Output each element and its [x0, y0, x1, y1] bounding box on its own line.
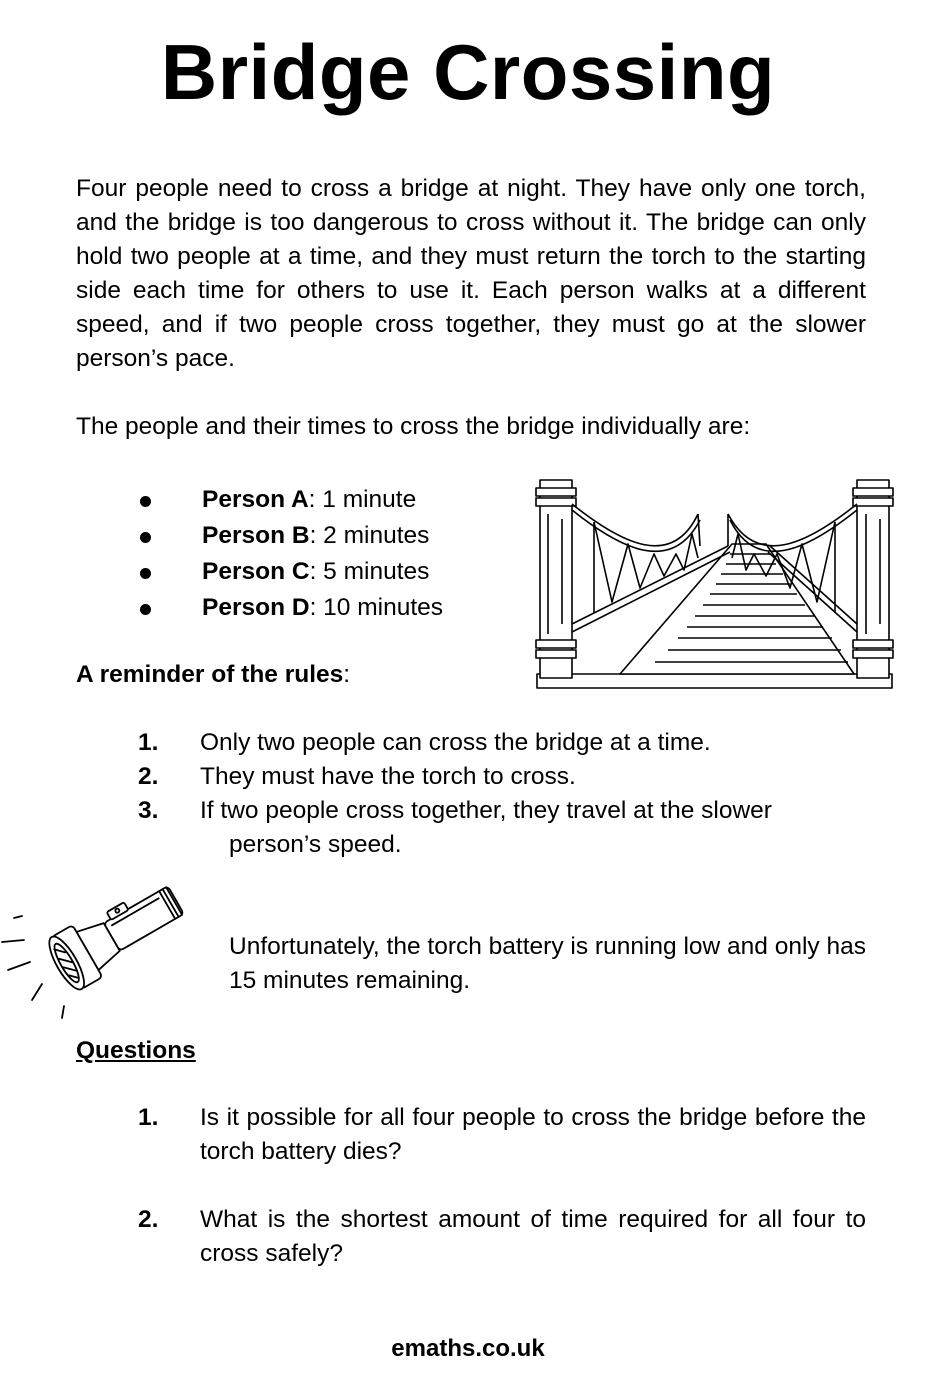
- person-time: : 1 minute: [308, 486, 417, 513]
- question-text: What is the shortest amount of time required for all four to cross safely?: [200, 1206, 866, 1267]
- intro-paragraph: Four people need to cross a bridge at night. They have only one torch, and the bridge is too dangerous to cross without it. The bridge can only hold two people at a time, and they must return the torch to the starting side each time for others to use it. Each person walks at a different speed, and if two people cross together, they must go at the slower person’s pace.: [76, 175, 866, 372]
- rule-text: If two people cross together, they travel at the slower: [200, 797, 772, 824]
- rules-list: [138, 726, 866, 862]
- rules-heading-colon: :: [343, 661, 351, 688]
- person-name: Person B: [202, 522, 310, 549]
- rule-text-continuation: person’s speed.: [229, 831, 402, 858]
- list-item: [138, 1101, 866, 1169]
- rules-heading-text: A reminder of the rules: [76, 661, 344, 688]
- questions-heading: Questions: [76, 1037, 196, 1064]
- page-title: Bridge Crossing: [160, 28, 776, 116]
- bridge-illustration: [532, 474, 896, 692]
- person-time: : 2 minutes: [309, 522, 430, 549]
- person-name: Person A: [202, 486, 309, 513]
- person-name: Person D: [202, 594, 310, 621]
- list-item: [138, 590, 518, 626]
- battery-note: Unfortunately, the torch battery is running low and only has 15 minutes remaining.: [229, 933, 866, 994]
- people-list: [138, 482, 518, 626]
- bullet-icon: [140, 604, 151, 615]
- list-item: [138, 482, 518, 518]
- question-text: Is it possible for all four people to cross the bridge before the torch battery dies?: [200, 1104, 866, 1165]
- torch-illustration: [0, 858, 210, 1026]
- questions-list: [138, 1101, 866, 1169]
- people-intro: The people and their times to cross the bridge individually are:: [76, 413, 751, 440]
- rules-heading: [76, 658, 350, 692]
- list-item: [138, 1203, 866, 1271]
- list-item: [138, 794, 866, 862]
- person-time: : 10 minutes: [309, 594, 444, 621]
- bullet-icon: [140, 496, 151, 507]
- person-name: Person C: [202, 558, 310, 585]
- rule-number: 1.: [138, 729, 159, 756]
- questions-list-2: [138, 1203, 866, 1271]
- rule-text: They must have the torch to cross.: [200, 763, 576, 790]
- bullet-icon: [140, 568, 151, 579]
- rule-number: 3.: [138, 797, 159, 824]
- list-item: [138, 760, 866, 794]
- list-item: [138, 726, 866, 760]
- footer-site: emaths.co.uk: [391, 1335, 545, 1362]
- question-number: 1.: [138, 1104, 159, 1131]
- rule-number: 2.: [138, 763, 159, 790]
- list-item: [138, 554, 518, 590]
- bullet-icon: [140, 532, 151, 543]
- question-number: 2.: [138, 1206, 159, 1233]
- person-time: : 5 minutes: [309, 558, 430, 585]
- list-item: [138, 518, 518, 554]
- rule-text: Only two people can cross the bridge at a time.: [200, 729, 711, 756]
